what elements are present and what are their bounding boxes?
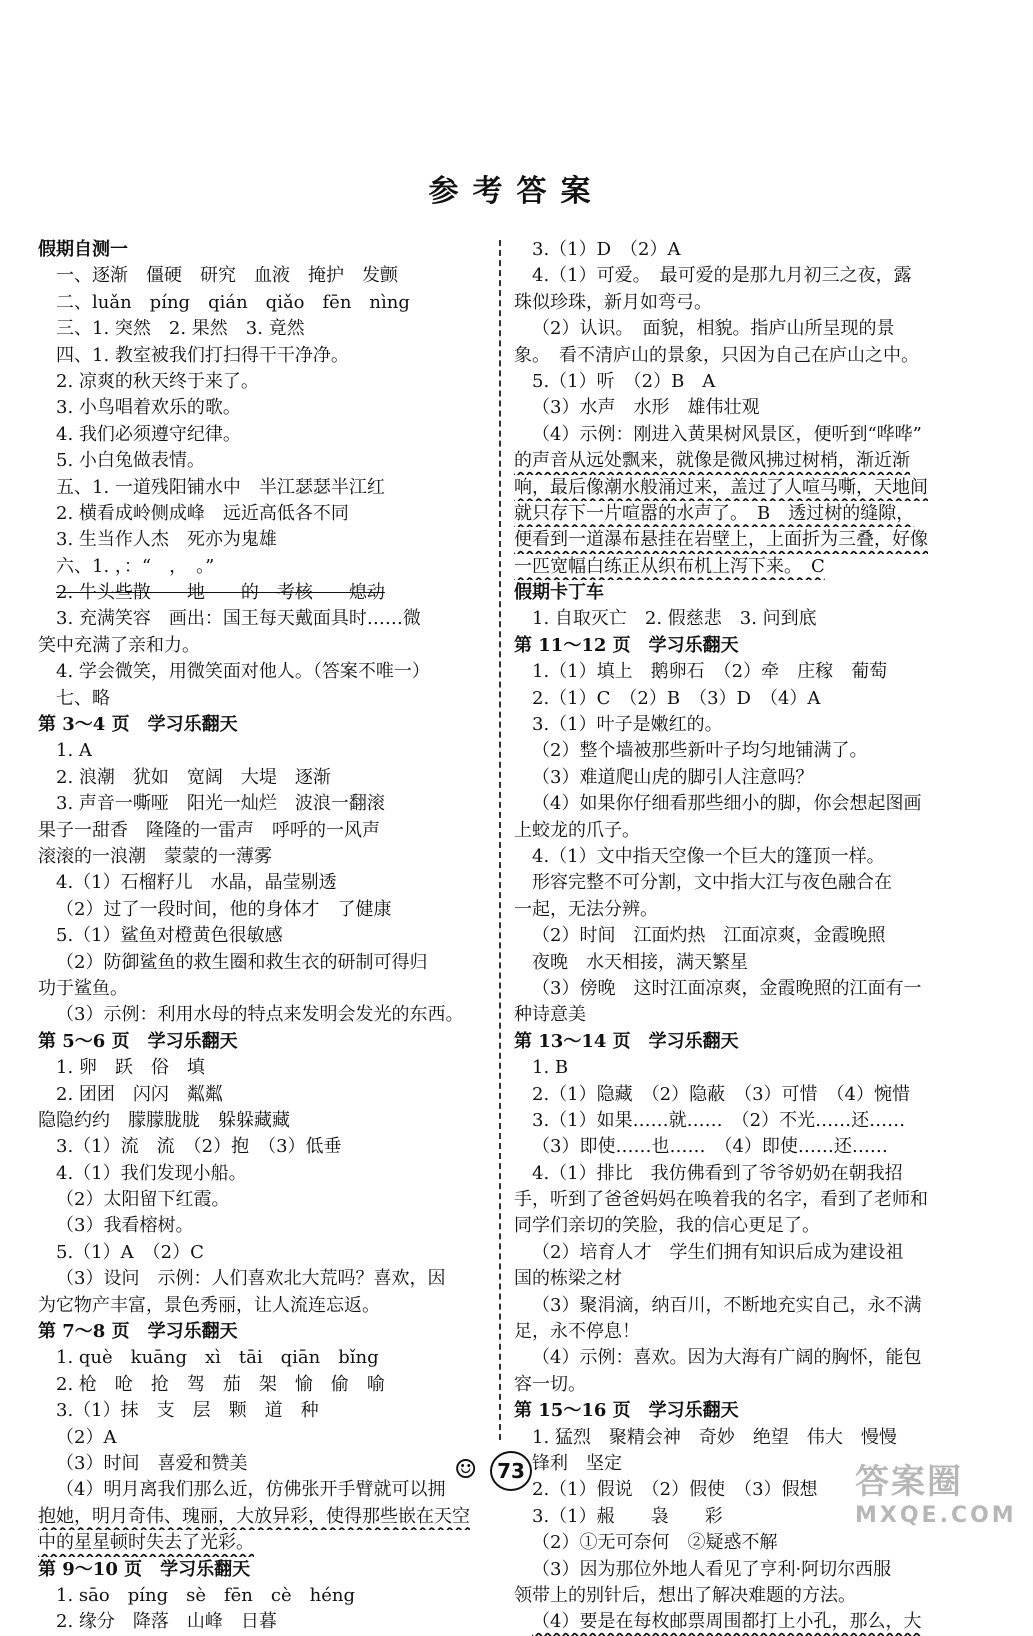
answer-line: 1. sāo píng sè fēn cè héng: [56, 1584, 355, 1606]
answer-line: 假期卡丁车: [514, 582, 604, 604]
answer-line: （2）过了一段时间，他的身体才 了健康: [56, 898, 392, 920]
answer-line: 5. 小白兔做表情。: [56, 450, 205, 472]
answer-line: （2）A: [56, 1426, 117, 1448]
answer-line: 3. 生当作人杰 死亦为鬼雄: [56, 529, 277, 551]
answer-line: （3）聚涓滴，纳百川，不断地充实自己，永不满: [532, 1294, 922, 1316]
answer-line: 1. 卵 跃 俗 填: [56, 1057, 205, 1079]
answer-line: 3.（1）如果……就…… （2）不光……还……: [532, 1109, 906, 1131]
watermark-top: 答案圈: [855, 1462, 963, 1502]
answer-line: 5.（1）听 （2）B A: [532, 370, 716, 392]
answer-line: 七、略: [56, 687, 110, 709]
answer-line: 六、1. ，：“ ， 。”: [56, 555, 215, 577]
answer-line: 4.（1）我们发现小船。: [56, 1162, 247, 1184]
answer-line: 响，最后像潮水般涌过来，盖过了人喧马嘶，天地间: [514, 476, 928, 498]
answer-line: 2. 团团 闪闪 粼粼: [56, 1083, 223, 1105]
answer-line: （3）我看榕树。: [56, 1215, 194, 1237]
answer-line: 上蛟龙的爪子。: [514, 819, 640, 841]
answer-line: 4. 学会微笑，用微笑面对他人。（答案不唯一）: [56, 661, 430, 683]
answer-line: 一起，无法分辨。: [514, 898, 658, 920]
page-footer: [450, 1447, 540, 1491]
answer-line: 1. 猛烈 聚精会神 奇妙 绝望 伟大 慢慢: [532, 1426, 897, 1448]
answer-line: （3）时间 喜爱和赞美: [56, 1452, 248, 1474]
answer-line: 2.（1）假说 （2）假使 （3）假想: [532, 1479, 818, 1501]
answer-line: （2）太阳留下红霞。: [56, 1189, 230, 1211]
answer-line: 1. B: [532, 1057, 569, 1079]
answer-line: 滚滚的一浪潮 蒙蒙的一薄雾: [38, 845, 272, 867]
column-divider: [499, 240, 501, 1440]
answer-line: （2）整个墙被那些新叶子均匀地铺满了。: [532, 740, 868, 762]
answer-line: 第 9～10 页 学习乐翻天: [38, 1558, 251, 1580]
answer-line: 第 11～12 页 学习乐翻天: [514, 634, 739, 656]
answer-line: 3.（1）抹 支 层 颗 道 种: [56, 1400, 319, 1422]
answer-line: 4.（1）可爱。 最可爱的是那九月初三之夜，露: [532, 265, 912, 287]
answer-line: 笑中充满了亲和力。: [38, 634, 200, 656]
answer-line: 的声音从远处飘来，就像是微风拂过树梢，渐近渐: [514, 450, 910, 472]
answer-line: 种诗意美: [514, 1004, 586, 1026]
answer-line: 假期自测一: [38, 239, 128, 260]
answer-line: 为它物产丰富，景色秀丽，让人流连忘返。: [38, 1294, 380, 1316]
answer-line: 国的栋梁之材: [514, 1268, 622, 1290]
answer-line: 3. 充满笑容 画出：国王每天戴面具时……微: [56, 608, 421, 630]
answer-line: （2）防御鲨鱼的救生圈和救生衣的研制可得归: [56, 951, 428, 973]
answer-line: 2. 缘分 降落 山峰 日暮: [56, 1611, 277, 1633]
answer-line: 5.（1）鲨鱼对橙黄色很敏感: [56, 925, 283, 947]
answer-line: （4）示例：刚进入黄果树风景区，便听到“哗哗”: [532, 423, 922, 445]
answer-line: 3. 声音一嘶哑 阳光一灿烂 波浪一翻滚: [56, 793, 385, 815]
answer-line: （3）即使……也…… （4）即使……还……: [532, 1136, 888, 1158]
answer-line: 2. 浪潮 犹如 宽阔 大堤 逐渐: [56, 766, 331, 788]
answer-line: 3.（1）D （2）A: [532, 239, 681, 260]
answer-line: 一匹宽幅白练正从织布机上泻下来。 C: [514, 555, 825, 577]
answer-line: 四、1. 教室被我们打扫得干干净净。: [56, 344, 349, 366]
answer-line: 领带上的别针后，想出了解决难题的方法。: [514, 1584, 856, 1606]
answer-line: 4.（1）排比 我仿佛看到了爷爷奶奶在朝我招: [532, 1162, 903, 1184]
answer-line: 第 15～16 页 学习乐翻天: [514, 1400, 739, 1422]
page-title: 参考答案: [428, 174, 605, 209]
answer-line: （3）水声 水形 雄伟壮观: [532, 397, 760, 419]
answer-line: 形容完整不可分割，文中指大江与夜色融合在: [532, 872, 892, 894]
watermark-logo: [855, 1454, 1025, 1530]
answer-line: 便看到一道瀑布悬挂在岩壁上，上面折为三叠，好像: [514, 529, 928, 551]
answer-line: 1. 自取灭亡 2. 假慈悲 3. 问到底: [532, 608, 817, 630]
answer-line: 3. 小鸟唱着欢乐的歌。: [56, 397, 241, 419]
answer-line: 第 3～4 页 学习乐翻天: [38, 714, 238, 736]
answer-line: （4）要是在每枚邮票周围都打上小孔，那么，大: [532, 1611, 922, 1633]
answer-line: 二、luǎn píng qián qiǎo fēn nìng: [56, 291, 410, 313]
answer-line: 抱她，明月奇伟、瑰丽，大放异彩，使得那些嵌在天空: [38, 1505, 470, 1527]
answer-line: 象。 看不清庐山的景象，只因为自己在庐山之中。: [514, 344, 919, 366]
answer-line: （4）示例：喜欢。因为大海有广阔的胸怀，能包: [532, 1347, 922, 1369]
answer-line: 中的星星顿时失去了光彩。: [38, 1532, 254, 1554]
answer-line: 4. 我们必须遵守纪律。: [56, 423, 241, 445]
answer-line: 3.（1）流 流 （2）抱 （3）低垂: [56, 1136, 342, 1158]
answer-line: 珠似珍珠，新月如弯弓。: [514, 291, 712, 313]
answer-line: 2.（1）隐藏 （2）隐蔽 （3）可惜 （4）惋惜: [532, 1083, 910, 1105]
answer-line: 足，永不停息！: [514, 1321, 640, 1343]
answer-line: 2. 凉爽的秋天终于来了。: [56, 370, 259, 392]
answer-line: 三、1. 突然 2. 果然 3. 竟然: [56, 318, 305, 340]
right-answer-column: [514, 237, 954, 1636]
answer-line: 2. 牛头些散 地 的 考核 熄动: [56, 582, 385, 604]
answer-line: 容一切。: [514, 1373, 586, 1395]
answer-line: （3）因为那位外地人看见了亨利·阿切尔西服: [532, 1558, 892, 1580]
answer-line: 3.（1）赧 袅 彩: [532, 1505, 723, 1527]
answer-line: 第 5～6 页 学习乐翻天: [38, 1030, 238, 1052]
answer-line: 锋利 坚定: [532, 1452, 622, 1474]
answer-line: 1.（1）填上 鹅卵石 （2）牵 庄稼 葡萄: [532, 661, 888, 683]
answer-line: （2）时间 江面灼热 江面凉爽，金霞晚照: [532, 925, 886, 947]
answer-line: 就只存下一片喧嚣的水声了。 B 透过树的缝隙，: [514, 502, 915, 524]
answer-line: 第 13～14 页 学习乐翻天: [514, 1030, 739, 1052]
answer-line: 五、1. 一道残阳铺水中 半江瑟瑟半江红: [56, 476, 385, 498]
answer-line: 第 7～8 页 学习乐翻天: [38, 1321, 238, 1343]
answer-line: 5.（1）A （2）C: [56, 1241, 204, 1263]
left-answer-column: [38, 237, 486, 1636]
answer-line: 一、逐渐 僵硬 研究 血液 掩护 发颤: [56, 265, 398, 287]
answer-line: （3）示例：利用水母的特点来发明会发光的东西。: [56, 1004, 464, 1026]
answer-line: （2）培育人才 学生们拥有知识后成为建设祖: [532, 1241, 904, 1263]
cartoon-mascot-icon: ☺: [454, 1455, 478, 1485]
answer-line: 2. 横看成岭侧成峰 远近高低各不同: [56, 502, 349, 524]
answer-line: 隐隐约约 朦朦胧胧 躲躲藏藏: [38, 1109, 290, 1131]
answer-line: （4）如果你仔细看那些细小的脚，你会想起图画: [532, 793, 922, 815]
answer-line: 1. A: [56, 740, 92, 762]
answer-line: 夜晚 水天相接，满天繁星: [532, 951, 748, 973]
answer-line: （3）傍晚 这时江面凉爽，金霞晚照的江面有一: [532, 977, 922, 999]
answer-line: （2）①无可奈何 ②疑惑不解: [532, 1532, 778, 1554]
answer-line: 功于鲨鱼。: [38, 977, 128, 999]
answer-line: 同学们亲切的笑脸，我的信心更足了。: [514, 1215, 820, 1237]
answer-line: （2）认识。 面貌，相貌。指庐山所呈现的景: [532, 318, 895, 340]
answer-line: 2.（1）C （2）B （3）D （4）A: [532, 687, 821, 709]
answer-line: （3）设问 示例：人们喜欢北大荒吗？喜欢，因: [56, 1268, 446, 1290]
answer-line: （4）明月离我们那么近，仿佛张开手臂就可以拥: [56, 1479, 446, 1501]
answer-line: 4.（1）文中指天空像一个巨大的篷顶一样。: [532, 845, 885, 867]
answer-line: 2. 枪 呛 抢 驾 茄 架 愉 偷 喻: [56, 1373, 385, 1395]
answer-line: （3）难道爬山虎的脚引人注意吗？: [532, 766, 814, 788]
watermark-bottom: MXQE.COM: [855, 1503, 1017, 1528]
answer-line: 手，听到了爸爸妈妈在唤着我的名字，看到了老师和: [514, 1189, 928, 1211]
answer-line: 4.（1）石榴籽儿 水晶，晶莹剔透: [56, 872, 337, 894]
answer-line: 果子一甜香 隆隆的一雷声 呼呼的一风声: [38, 819, 380, 841]
answer-line: 3.（1）叶子是嫩红的。: [532, 714, 723, 736]
answer-line: 1. què kuāng xì tāi qiān bǐng: [56, 1347, 379, 1369]
page-number: 73: [490, 1451, 532, 1491]
